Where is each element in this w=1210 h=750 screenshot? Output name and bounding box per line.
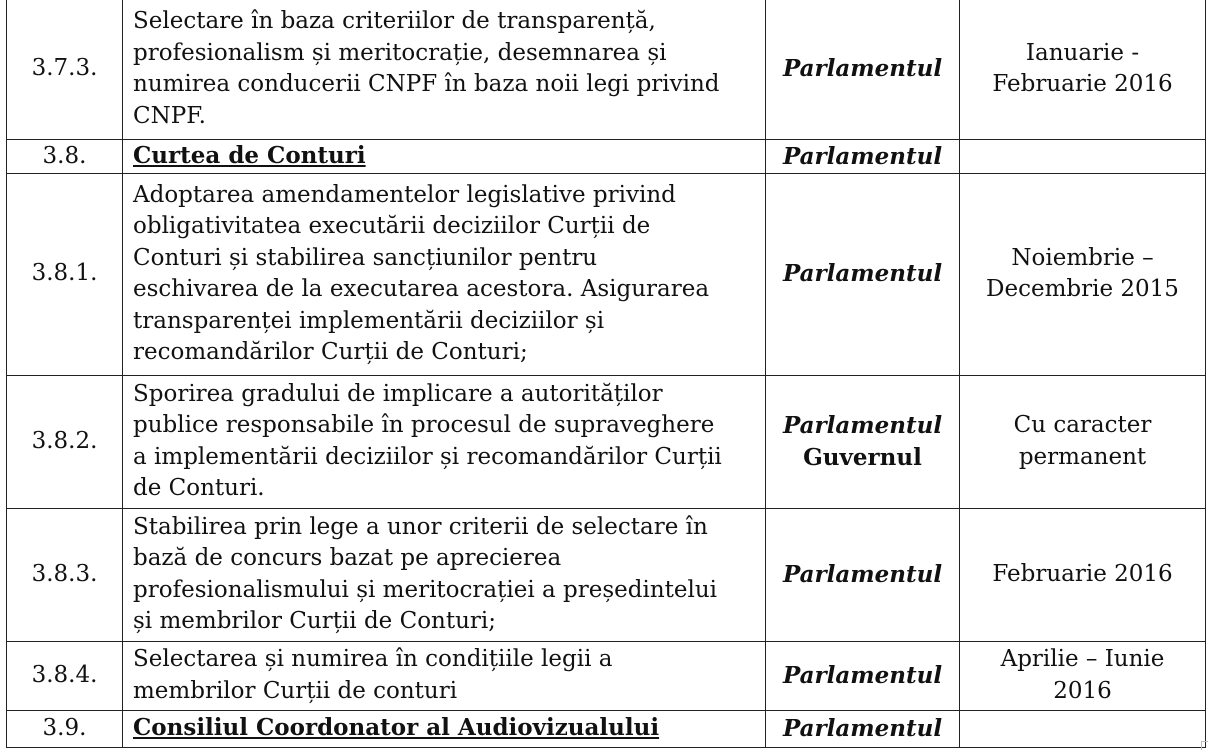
description-line: și membrilor Curții de Conturi; xyxy=(133,608,497,634)
description-line: CNPF. xyxy=(133,102,206,129)
item-number: 3.8.3. xyxy=(7,508,123,641)
item-description xyxy=(123,508,766,641)
action-plan-table xyxy=(6,0,1206,748)
description-line: membrilor Curții de conturi xyxy=(133,677,458,704)
page-corner-mark xyxy=(1201,741,1208,750)
responsible-institution: Parlamentul xyxy=(782,714,943,742)
table-row xyxy=(7,641,1206,710)
description-line: transparenței implementării deciziilor și xyxy=(133,307,605,334)
section-heading: Consiliul Coordonator al Audiovizualului xyxy=(133,714,660,742)
item-description xyxy=(123,375,766,508)
responsible-institution: Parlamentul xyxy=(782,55,943,83)
section-number: 3.9. xyxy=(7,710,123,747)
deadline-cell xyxy=(960,508,1206,641)
deadline-line: Cu caracter xyxy=(1013,412,1152,438)
item-description xyxy=(123,0,766,140)
description-line: Selectarea și numirea în condițiile legii a xyxy=(133,646,613,672)
section-number: 3.8. xyxy=(7,140,123,174)
description-line: obligativitatea executării deciziilor Curții de xyxy=(133,213,651,239)
section-heading-cell xyxy=(123,710,766,747)
section-row xyxy=(7,140,1206,174)
responsible-institution: Parlamentul xyxy=(782,412,943,439)
description-line: profesionalismului și meritocrației a președintelui xyxy=(133,576,718,603)
deadline-cell xyxy=(960,375,1206,508)
item-description xyxy=(123,641,766,710)
deadline-cell xyxy=(960,173,1206,375)
item-number: 3.8.1. xyxy=(7,173,123,375)
section-heading-cell xyxy=(123,140,766,174)
responsible-cell xyxy=(766,375,960,508)
section-row xyxy=(7,710,1206,747)
description-line: publice responsabile în procesul de supraveghere xyxy=(133,412,715,438)
deadline-line: Ianuarie - xyxy=(1025,39,1140,66)
responsible-cell xyxy=(766,0,960,140)
description-line: Stabilirea prin lege a unor criterii de selectare în xyxy=(133,513,708,540)
deadline-cell xyxy=(960,710,1206,747)
deadline-line: Decembrie 2015 xyxy=(986,276,1179,302)
table-row xyxy=(7,508,1206,641)
description-line: eschivarea de la executarea acestora. Asigurarea xyxy=(133,276,710,302)
description-line: bază de concurs bazat pe aprecierea xyxy=(133,545,562,571)
deadline-cell xyxy=(960,641,1206,710)
description-line: a implementării deciziilor și recomandărilor Curții xyxy=(133,443,722,470)
table-row xyxy=(7,0,1206,140)
deadline-line: permanent xyxy=(1018,443,1147,470)
responsible-cell xyxy=(766,508,960,641)
deadline-line: 2016 xyxy=(1053,677,1112,704)
deadline-line: Februarie 2016 xyxy=(992,71,1173,97)
item-number: 3.8.4. xyxy=(7,641,123,710)
deadline-line: Februarie 2016 xyxy=(992,560,1173,587)
deadline-line: Noiembrie – xyxy=(1011,244,1154,271)
table-row xyxy=(7,375,1206,508)
responsible-cell xyxy=(766,140,960,174)
table-row xyxy=(7,173,1206,375)
section-heading: Curtea de Conturi xyxy=(133,142,366,169)
description-line: numirea conducerii CNPF în baza noii legi privind xyxy=(133,71,720,97)
responsible-institution: Parlamentul xyxy=(782,142,943,170)
description-line: Selectare în baza criteriilor de transparență, xyxy=(133,8,656,34)
description-line: recomandărilor Curții de Conturi; xyxy=(133,339,528,365)
responsible-institution-2: Guvernul xyxy=(803,443,922,471)
description-line: Adoptarea amendamentelor legislative privind xyxy=(133,181,676,208)
description-line: Conturi și stabilirea sancțiunilor pentru xyxy=(133,244,598,271)
deadline-cell xyxy=(960,140,1206,174)
responsible-cell xyxy=(766,710,960,747)
item-number: 3.7.3. xyxy=(7,0,123,140)
deadline-line: Aprilie – Iunie xyxy=(1000,646,1165,672)
description-line: Sporirea gradului de implicare a autorităților xyxy=(133,380,663,407)
responsible-cell xyxy=(766,173,960,375)
deadline-cell xyxy=(960,0,1206,140)
responsible-institution: Parlamentul xyxy=(782,560,943,588)
description-line: de Conturi. xyxy=(133,475,265,501)
description-line: profesionalism și meritocrație, desemnarea și xyxy=(133,39,667,66)
responsible-institution: Parlamentul xyxy=(782,260,943,288)
item-description xyxy=(123,173,766,375)
responsible-institution: Parlamentul xyxy=(782,661,943,689)
responsible-cell xyxy=(766,641,960,710)
item-number: 3.8.2. xyxy=(7,375,123,508)
